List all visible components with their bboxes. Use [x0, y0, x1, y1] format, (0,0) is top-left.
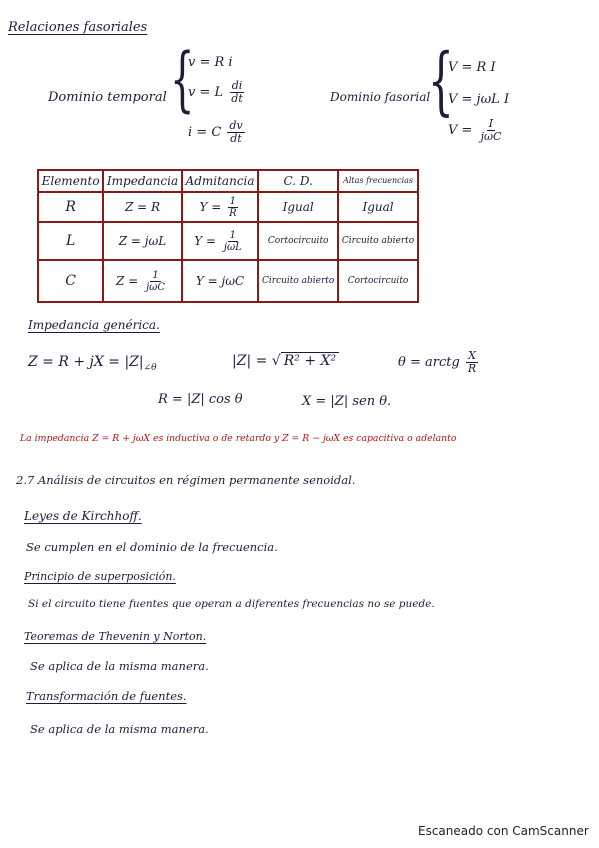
page-title: Relaciones fasoriales — [8, 20, 148, 35]
table-cell: Y = jωC — [182, 260, 258, 302]
section-title: 2.7 Análisis de circuitos en régimen permanente senoidal. — [16, 473, 356, 487]
table-cell: Z = $\frac{1}{\text{jωC}}$ — [103, 260, 182, 302]
table-header: Impedancia — [103, 170, 182, 192]
generic-eq-mod: |Z| = √ R² + X² — [232, 352, 339, 369]
table-cell: Y = $\frac{1}{\text{jωL}}$ — [182, 222, 258, 260]
fasorial-eq-r: V = R I — [448, 60, 496, 75]
generic-heading: Impedancia genérica. — [28, 318, 160, 332]
section-item-text: Se aplica de la misma manera. — [30, 659, 209, 673]
fasorial-label: Dominio fasorial — [330, 90, 431, 104]
section-item-text: Se cumplen en el dominio de la frecuencia. — [26, 540, 278, 554]
generic-eq-r: R = |Z| cos θ — [158, 392, 243, 407]
fasorial-eq-l: V = jωL I — [448, 92, 510, 107]
table-cell: Circuito abierto — [258, 260, 338, 302]
section-item-heading: Leyes de Kirchhoff. — [24, 509, 142, 523]
section-item-text: Se aplica de la misma manera. — [30, 722, 209, 736]
table-row — [38, 222, 418, 260]
table-cell: Cortocircuito — [258, 222, 338, 260]
section-item-heading: Principio de superposición. — [24, 570, 176, 583]
table-cell: Z = R — [103, 192, 182, 222]
temporal-label: Dominio temporal — [48, 90, 167, 105]
scanner-footer: Escaneado con CamScanner — [418, 824, 589, 838]
generic-eq-x: X = |Z| sen θ. — [302, 394, 392, 409]
table-cell: Igual — [338, 192, 418, 222]
table-header: Altas frecuencias — [338, 170, 418, 192]
table-cell: Circuito abierto — [338, 222, 418, 260]
generic-eq-theta: θ = arctg $\frac{X}{R}$ — [398, 349, 477, 376]
table-row — [38, 260, 418, 302]
table-header: Elemento — [38, 170, 103, 192]
table-cell: L — [38, 222, 103, 260]
fasorial-eq-c: V = $\frac{I}{\text{jωC}}$ — [448, 117, 502, 144]
table-cell: Y = $\frac{1}{R}$ — [182, 192, 258, 222]
table-cell: Z = jωL — [103, 222, 182, 260]
table-cell: Igual — [258, 192, 338, 222]
impedance-note: La impedancia Z = R + jωX es inductiva o de retardo y Z = R − jωX es capacitiva o adelanto — [20, 433, 457, 444]
table-row — [38, 192, 418, 222]
section-item-text: Si el circuito tiene fuentes que operan a diferentes frecuencias no se puede. — [28, 598, 435, 610]
temporal-eq-l: v = L $\frac{di}{dt}$ — [188, 79, 243, 106]
generic-eq-z: Z = R + jX = $|Z|_{\angle\theta}$ — [28, 354, 157, 373]
temporal-eq-r: v = R i — [188, 55, 233, 70]
fasorial-brace: { — [428, 38, 454, 124]
table-cell: C — [38, 260, 103, 302]
impedance-table — [37, 169, 419, 303]
temporal-eq-c: i = C $\frac{dv}{dt}$ — [188, 119, 243, 146]
table-header: Admitancia — [182, 170, 258, 192]
section-item-heading: Teoremas de Thevenin y Norton. — [24, 630, 207, 643]
table-header-row — [38, 170, 418, 192]
temporal-brace: { — [170, 38, 195, 120]
table-cell: Cortocircuito — [338, 260, 418, 302]
section-item-heading: Transformación de fuentes. — [26, 689, 187, 703]
table-header: C. D. — [258, 170, 338, 192]
table-cell: R — [38, 192, 103, 222]
